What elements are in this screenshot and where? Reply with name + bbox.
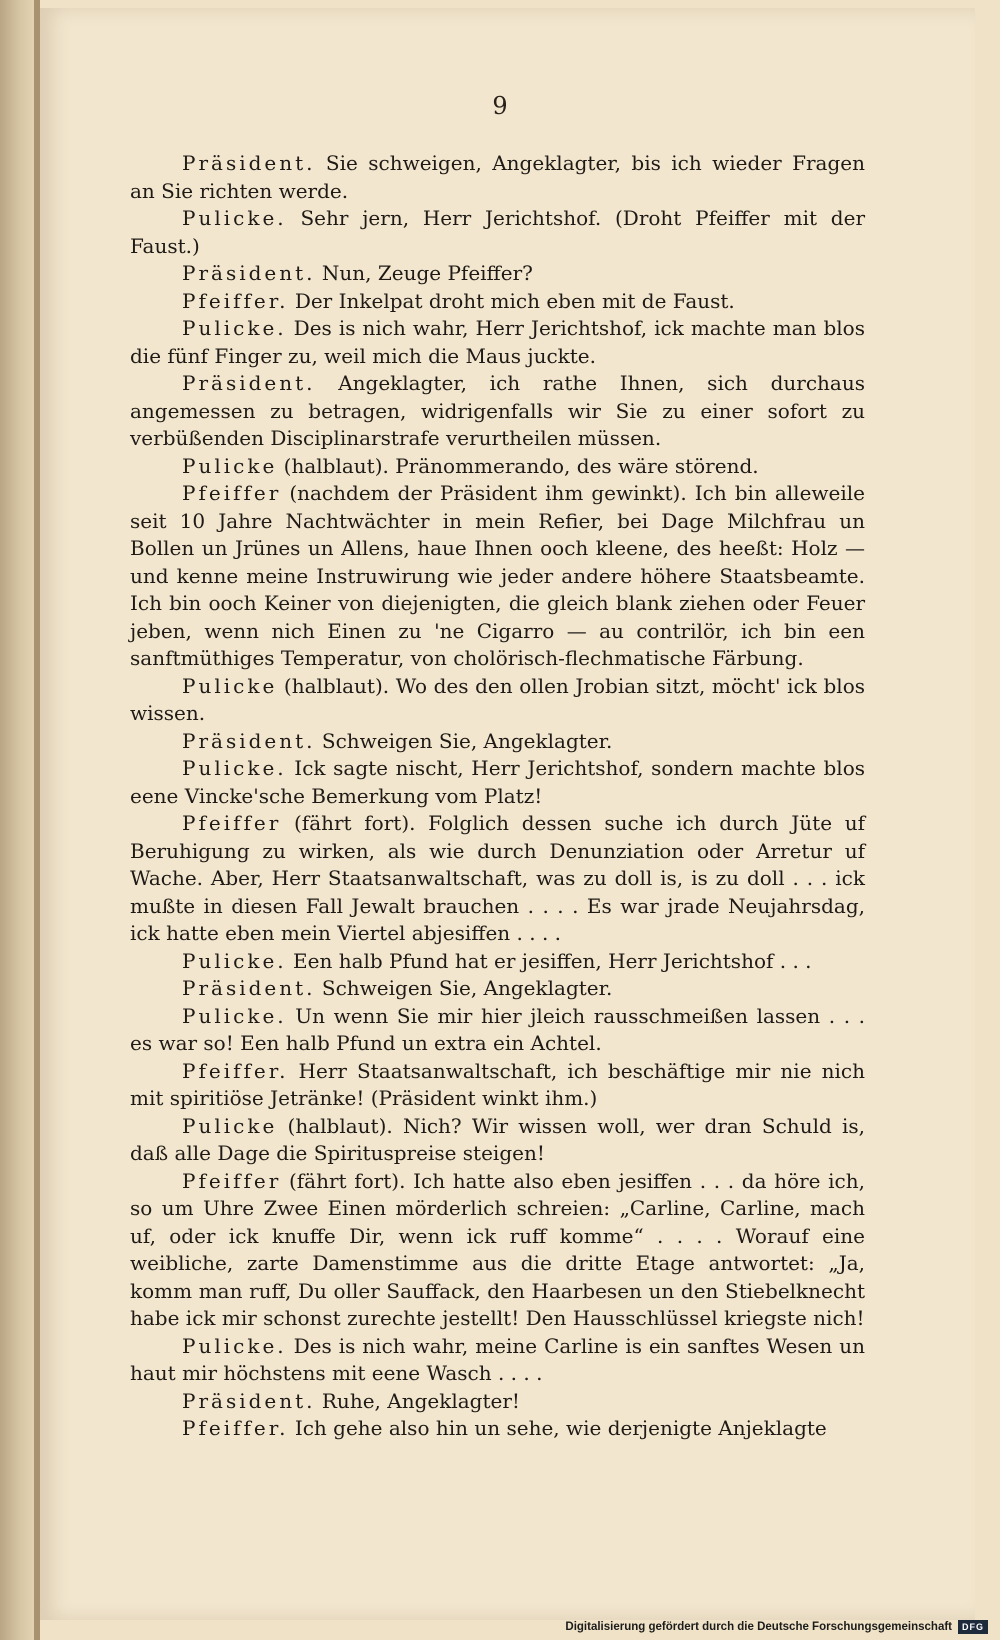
speech-text: Der Inkelpat droht mich eben mit de Faust. <box>294 288 735 313</box>
page-text <box>130 150 865 1443</box>
speaker-name: Präsident. <box>182 728 316 753</box>
speech-text: Des is nich wahr, meine Carline is ein sanftes Wesen un haut mir höchstens mit eene Wasch . . . . <box>130 1333 866 1385</box>
speaker-name: Pfeiffer <box>182 811 282 835</box>
speech-text: Schweigen Sie, Angeklagter. <box>321 728 613 753</box>
speaker-name: Pfeiffer. <box>182 288 289 313</box>
speaker-name: Präsident. <box>182 1388 316 1413</box>
speech-text: Sie schweigen, Angeklagter, bis ich wieder Fragen an Sie richten werde. <box>130 151 866 203</box>
dialogue-paragraph <box>130 1058 865 1113</box>
speaker-name: Pfeiffer <box>182 1168 282 1193</box>
speech-text: (halblaut). Nich? Wir wissen woll, wer dran Schuld is, daß alle Dage die Spirituspreise steigen! <box>130 1113 866 1165</box>
dialogue-paragraph <box>130 728 865 756</box>
speech-text: Ich gehe also hin un sehe, wie derjenigte Anjeklagte <box>294 1416 827 1440</box>
dialogue-paragraph <box>130 288 865 316</box>
dialogue-paragraph <box>130 755 865 810</box>
dialogue-paragraph <box>130 1333 865 1388</box>
dialogue-paragraph <box>130 1003 865 1058</box>
dialogue-paragraph <box>130 480 865 673</box>
dialogue-paragraph <box>130 810 865 948</box>
dialogue-paragraph <box>130 1113 865 1168</box>
speaker-name: Pfeiffer. <box>182 1416 289 1440</box>
speaker-name: Pfeiffer. <box>182 1058 289 1083</box>
speech-text: Sehr jern, Herr Jerichtshof. (Droht Pfeiffer mit der Faust.) <box>130 206 866 258</box>
speaker-name: Pulicke. <box>182 1333 287 1358</box>
speaker-name: Präsident. <box>182 371 316 395</box>
dfg-logo: DFG <box>958 1620 988 1634</box>
speech-text: Des is nich wahr, Herr Jerichtshof, ick machte man blos die fünf Finger zu, weil mich die Maus juckte. <box>130 316 865 368</box>
dialogue-paragraph <box>130 205 865 260</box>
book-spine-shadow <box>0 0 38 1640</box>
speech-text: Ick sagte nischt, Herr Jerichtshof, sondern machte blos eene Vincke'sche Bemerkung vom Platz! <box>130 756 866 808</box>
dialogue-paragraph <box>130 1415 865 1443</box>
speaker-name: Pulicke. <box>182 756 287 780</box>
dialogue-paragraph <box>130 673 865 728</box>
speaker-name: Pulicke. <box>182 316 287 340</box>
speaker-name: Pulicke. <box>182 206 287 230</box>
speech-text: (halblaut). Wo des den ollen Jrobian sitzt, möcht' ick blos wissen. <box>130 673 866 725</box>
speech-text: Ruhe, Angeklagter! <box>321 1388 520 1413</box>
speaker-name: Präsident. <box>182 261 316 285</box>
speech-text: Herr Staatsanwaltschaft, ich beschäftige mir nie nich mit spiritiöse Jetränke! (Präsident winkt ihm.) <box>130 1058 865 1110</box>
speaker-name: Pulicke <box>182 673 278 698</box>
dialogue-paragraph <box>130 150 865 205</box>
dialogue-paragraph <box>130 948 865 976</box>
speech-text: (nachdem der Präsident ihm gewinkt). Ich bin alleweile seit 10 Jahre Nachtwächter in mein Refier, bei Dage Milchfrau un Bollen un Jrünes un Allens, haue Ihnen ooch kleene, des heeßt: Holz — und kenne meine Instruwirung wie jeder andere höhere Staatsbeamte. Ich bin ooch Keiner von diejenigten, die gleich blank ziehen oder Feuer jeben, wenn nich Einen zu 'ne Cigarro — au contrilör, ich bin een sanftmüthiges Temperatur, von cholörisch-flechmatische Färbung. <box>130 481 865 670</box>
speech-text: Een halb Pfund hat er jesiffen, Herr Jerichtshof . . . <box>293 948 812 973</box>
dialogue-paragraph <box>130 370 865 453</box>
speech-text: (fährt fort). Ich hatte also eben jesiffen . . . da höre ich, so um Uhre Zwee Einen mörderlich schreien: „Carline, Carline, mach uf, oder ick knuffe Dir, wenn ick ruff komme“ . . . . Worauf eine weibliche, zarte Damenstimme aus die dritte Etage antwortet: „Ja, komm man ruff, Du oller Sauffack, den Haarbesen un den Stiebelknecht habe ick mir schonst zurechte jestellt! Den Hausschlüssel kriegste nich! <box>130 1168 865 1330</box>
dialogue-paragraph <box>130 975 865 1003</box>
dialogue-paragraph <box>130 260 865 288</box>
speaker-name: Pulicke. <box>182 1003 287 1028</box>
speaker-name: Pulicke. <box>182 948 287 973</box>
digitization-footer <box>565 1617 988 1637</box>
speaker-name: Pulicke <box>182 453 278 478</box>
page-number: 9 <box>492 92 508 120</box>
speaker-name: Pfeiffer <box>182 481 282 505</box>
speech-text: (fährt fort). Folglich dessen suche ich durch Jüte uf Beruhigung zu wirken, als wie durch Denunziation oder Arretur uf Wache. Aber, Herr Staatsanwaltschaft, was zu doll is, is zu doll . . . ick mußte in diesen Fall Jewalt brauchen . . . . Es war jrade Neujahrsdag, ick hatte eben mein Viertel abjesiffen . . . . <box>130 811 865 945</box>
dialogue-paragraph <box>130 1168 865 1333</box>
speech-text: Un wenn Sie mir hier jleich rausschmeißen lassen . . . es war so! Een halb Pfund un extra ein Achtel. <box>130 1003 866 1055</box>
dialogue-paragraph <box>130 315 865 370</box>
footer-credit-text: Digitalisierung gefördert durch die Deutsche Forschungsgemeinschaft <box>565 1621 952 1633</box>
speech-text: Nun, Zeuge Pfeiffer? <box>321 261 533 285</box>
dialogue-paragraph <box>130 1388 865 1416</box>
speaker-name: Präsident. <box>182 976 316 1000</box>
dialogue-paragraph <box>130 453 865 481</box>
speaker-name: Pulicke <box>182 1113 278 1138</box>
speech-text: Angeklagter, ich rathe Ihnen, sich durchaus angemessen zu betragen, widrigenfalls wir Sie zu einer sofort zu verbüßenden Disciplinarstrafe verurtheilen müssen. <box>130 371 865 450</box>
speech-text: Schweigen Sie, Angeklagter. <box>321 976 613 1000</box>
speaker-name: Präsident. <box>182 151 316 175</box>
speech-text: (halblaut). Pränommerando, des wäre störend. <box>283 453 759 478</box>
